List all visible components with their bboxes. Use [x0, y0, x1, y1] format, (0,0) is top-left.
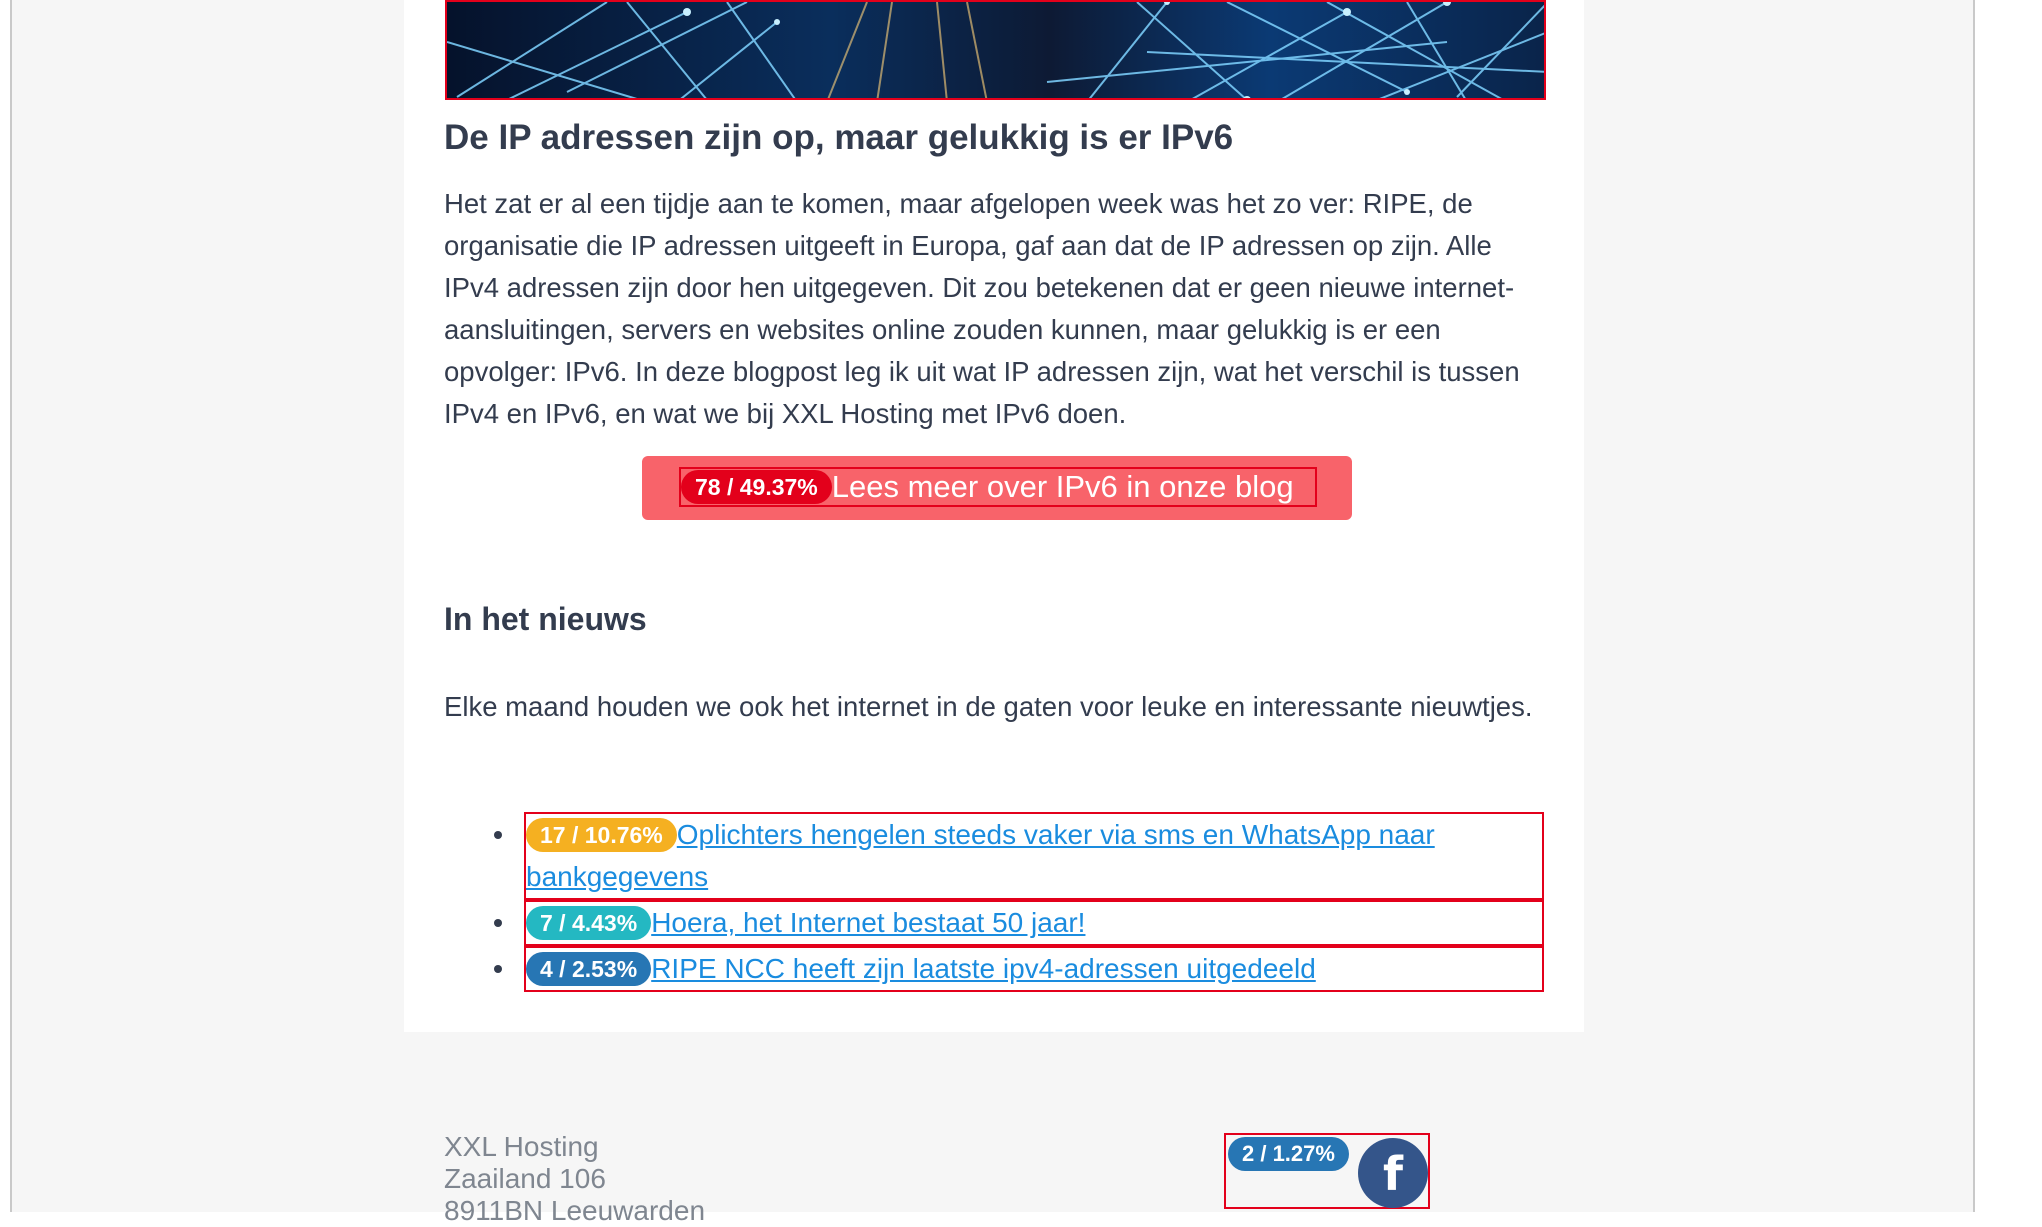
- news-item-2[interactable]: [524, 900, 1544, 946]
- article-intro: Het zat er al een tijdje aan te komen, maar afgelopen week was het zo ver: RIPE, de organisatie die IP adressen uitgeeft in Europa, gaf aan dat de IP adressen op zijn. Alle IPv4 adressen zijn door hen uitgegeven. Dit zou betekenen dat er geen nieuwe internet-aansluitingen, servers en websites online zouden kunnen, maar gelukkig is er een opvolger: IPv6. In deze blogpost leg ik uit wat IP adressen zijn, wat het verschil is tussen IPv4 en IPv6, en wat we bij XXL Hosting met IPv6 doen.: [444, 188, 1520, 429]
- cta-button[interactable]: [642, 456, 1352, 520]
- click-stats-badge: 2 / 1.27%: [1228, 1137, 1349, 1171]
- news-item-3[interactable]: [524, 946, 1544, 992]
- bullet-icon: [494, 831, 502, 839]
- hero-image[interactable]: [445, 0, 1546, 100]
- news-item-line: [526, 856, 1542, 898]
- facebook-icon[interactable]: f: [1358, 1138, 1428, 1208]
- news-link-internet-50[interactable]: Hoera, het Internet bestaat 50 jaar!: [651, 907, 1086, 938]
- cta-link-highlight[interactable]: [679, 467, 1317, 507]
- network-lines-graphic: [447, 2, 1546, 100]
- click-stats-badge: 7 / 4.43%: [526, 906, 651, 940]
- news-item-line: [526, 902, 1542, 944]
- footer-street: Zaailand 106: [444, 1163, 606, 1194]
- facebook-link-highlight[interactable]: [1224, 1133, 1430, 1209]
- bullet-icon: [494, 919, 502, 927]
- bullet-icon: [494, 965, 502, 973]
- click-stats-badge: 4 / 2.53%: [526, 952, 651, 986]
- article-title: De IP adressen zijn op, maar gelukkig is er IPv6: [444, 118, 1234, 157]
- news-intro: Elke maand houden we ook het internet in de gaten voor leuke en interessante nieuwtjes.: [444, 691, 1533, 722]
- footer-city: 8911BN Leeuwarden: [444, 1195, 706, 1226]
- click-stats-badge: 78 / 49.37%: [681, 470, 832, 504]
- cta-label[interactable]: Lees meer over IPv6 in onze blog: [831, 469, 1294, 504]
- footer-company: XXL Hosting: [444, 1131, 599, 1162]
- news-item-1[interactable]: [524, 812, 1544, 900]
- news-link-phishing-cont[interactable]: bankgegevens: [526, 861, 709, 892]
- news-link-phishing[interactable]: Oplichters hengelen steeds vaker via sms en WhatsApp naar: [676, 819, 1435, 850]
- news-heading: In het nieuws: [444, 601, 647, 637]
- news-item-line: [526, 814, 1542, 856]
- click-stats-badge: 17 / 10.76%: [526, 818, 677, 852]
- news-item-line: [526, 948, 1542, 990]
- news-link-ripe-ipv4[interactable]: RIPE NCC heeft zijn laatste ipv4-adressen uitgedeeld: [651, 953, 1316, 984]
